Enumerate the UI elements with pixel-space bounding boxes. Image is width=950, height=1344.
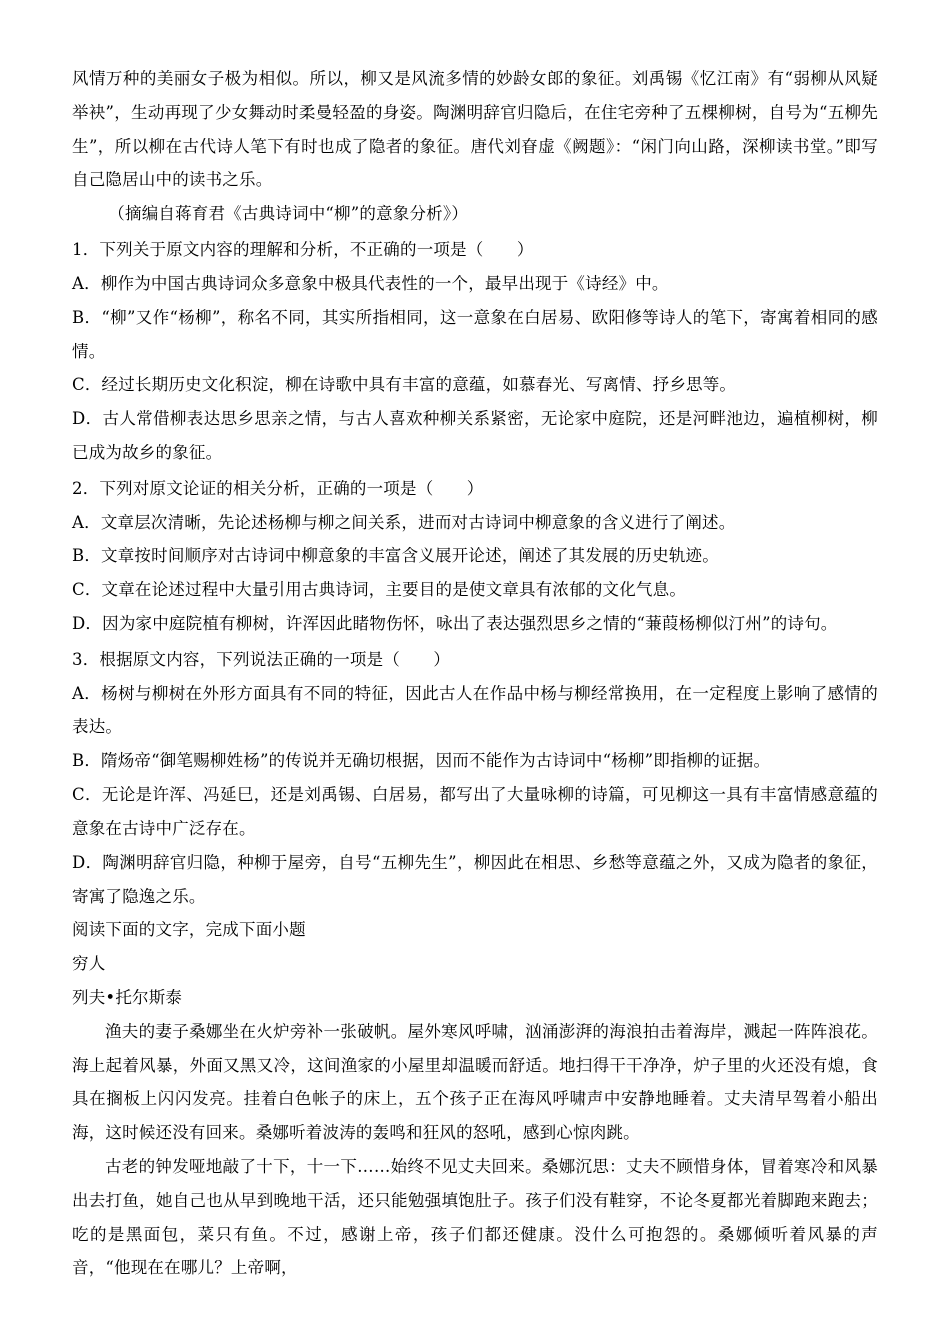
question-1-stem: 1．下列关于原文内容的理解和分析，不正确的一项是（ ）	[72, 240, 534, 260]
question-2-option-d: D．因为家中庭院植有柳树，许浑因此睹物伤怀，咏出了表达强烈思乡之情的“蒹葭杨柳似汀州”的诗句。	[72, 614, 838, 633]
body-paragraph-1: 风情万种的美丽女子极为相似。所以，柳又是风流多情的妙龄女郎的象征。刘禹锡《忆江南》有“弱柳从风疑举袂”，生动再现了少女舞动时柔曼轻盈的身姿。陶渊明辞官归隐后，在住宅旁种了五棵柳树，自号为“五柳先生”，所以柳在古代诗人笔下有时也成了隐者的象征。唐代刘眘虚《阙题》：“闲门向山路，深柳读书堂。”即写自己隐居山中的读书之乐。	[72, 69, 878, 190]
source-attribution: （摘编自蒋育君《古典诗词中“柳”的意象分析》）	[108, 204, 469, 224]
question-1-option-d: D．古人常借柳表达思乡思亲之情，与古人喜欢种柳关系紧密，无论家中庭院，还是河畔池边，遍植柳树，柳已成为故乡的象征。	[72, 409, 878, 462]
document-body	[72, 62, 878, 1285]
question-3-option-d: D．陶渊明辞官归隐，种柳于屋旁，自号“五柳先生”，柳因此在相思、乡愁等意蕴之外，又成为隐者的象征，寄寓了隐逸之乐。	[72, 852, 878, 906]
question-1-option-b: B．“柳”又作“杨柳”，称名不同，其实所指相同，这一意象在白居易、欧阳修等诗人的笔下，寄寓着相同的感情。	[72, 307, 878, 361]
question-2-option-a: A．文章层次清晰，先论述杨柳与柳之间关系，进而对古诗词中柳意象的含义进行了阐述。	[72, 512, 736, 532]
question-1-option-a: A．柳作为中国古典诗词众多意象中极具代表性的一个，最早出现于《诗经》中。	[72, 273, 669, 293]
question-2-option-c: C．文章在论述过程中大量引用古典诗词，主要目的是使文章具有浓郁的文化气息。	[72, 580, 687, 600]
question-1-option-c: C．经过长期历史文化积淀，柳在诗歌中具有丰富的意蕴，如慕春光、写离情、抒乡思等。	[72, 375, 737, 395]
question-3-option-c: C．无论是许浑、冯延巳，还是刘禹锡、白居易，都写出了大量咏柳的诗篇，可见柳这一具有丰富情感意蕴的意象在古诗中广泛存在。	[72, 785, 878, 838]
question-2-option-b: B．文章按时间顺序对古诗词中柳意象的丰富含义展开论述，阐述了其发展的历史轨迹。	[72, 546, 719, 566]
passage-paragraph-1: 渔夫的妻子桑娜坐在火炉旁补一张破帆。屋外寒风呼啸，汹涌澎湃的海浪拍击着海岸，溅起一阵阵浪花。海上起着风暴，外面又黑又冷，这间渔家的小屋里却温暖而舒适。地扫得干干净净，炉子里的火还没有熄，食具在搁板上闪闪发亮。挂着白色帐子的床上，五个孩子正在海风呼啸声中安静地睡着。丈夫清早驾着小船出海，这时候还没有回来。桑娜听着波涛的轰鸣和狂风的怒吼，感到心惊肉跳。	[72, 1021, 878, 1143]
question-3-option-a: A．杨树与柳树在外形方面具有不同的特征，因此古人在作品中杨与柳经常换用，在一定程度上影响了感情的表达。	[72, 683, 878, 737]
question-2-stem: 2．下列对原文论证的相关分析，正确的一项是（ ）	[72, 478, 484, 498]
reading-instruction: 阅读下面的文字，完成下面小题	[72, 920, 306, 940]
question-3-stem: 3．根据原文内容，下列说法正确的一项是（ ）	[72, 649, 451, 669]
passage-author: 列夫•托尔斯泰	[72, 987, 183, 1007]
passage-paragraph-2: 古老的钟发哑地敲了十下，十一下……始终不见丈夫回来。桑娜沉思：丈夫不顾惜身体，冒着寒冷和风暴出去打鱼，她自己也从早到晚地干活，还只能勉强填饱肚子。孩子们没有鞋穿，不论冬夏都光着脚跑来跑去；吃的是黑面包，菜只有鱼。不过，感谢上帝，孩子们都还健康。没什么可抱怨的。桑娜倾听着风暴的声音，“他现在在哪儿？上帝啊，	[72, 1157, 878, 1278]
question-3-option-b: B．隋炀帝“御笔赐柳姓杨”的传说并无确切根据，因而不能作为古诗词中“杨柳”即指柳的证据。	[72, 751, 771, 771]
passage-title: 穷人	[72, 954, 106, 974]
